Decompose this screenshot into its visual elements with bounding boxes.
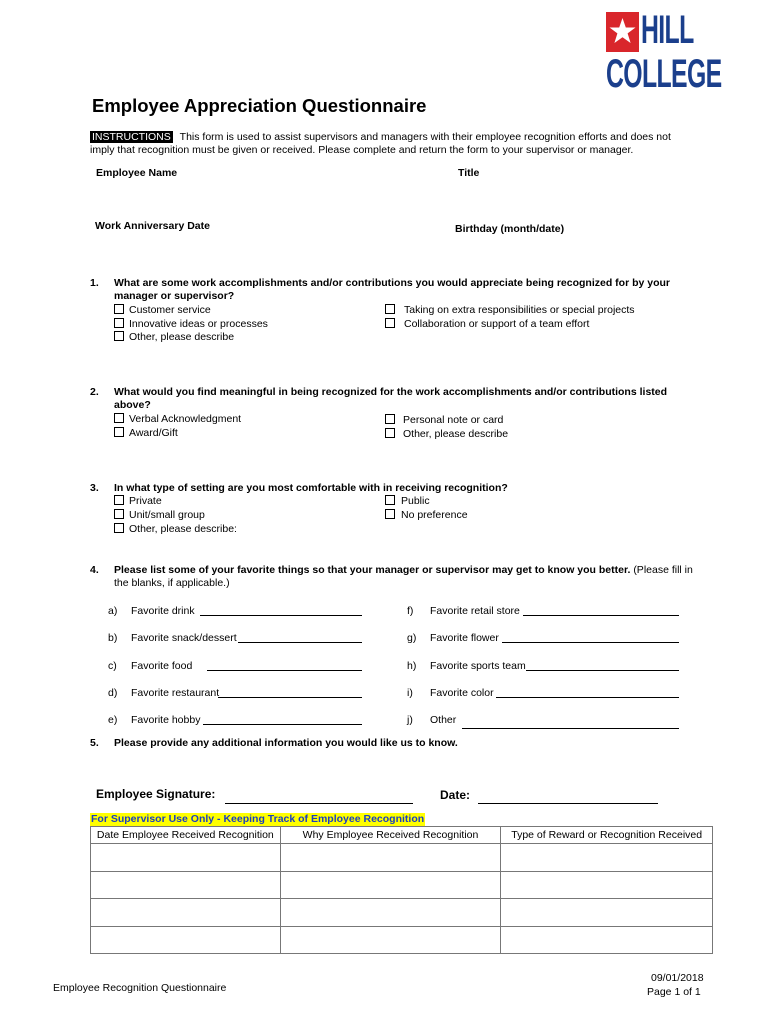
table-cell[interactable]: [501, 926, 713, 954]
q1-option-label: Innovative ideas or processes: [129, 318, 268, 330]
favorite-restaurant-input[interactable]: [218, 697, 362, 698]
checkbox[interactable]: [385, 509, 395, 519]
signature-input[interactable]: [225, 803, 413, 804]
supervisor-table: [90, 826, 713, 954]
checkbox[interactable]: [385, 495, 395, 505]
table-header-row: [91, 827, 713, 844]
title-label: Title: [458, 167, 480, 179]
q2-option[interactable]: [114, 413, 241, 426]
table-cell[interactable]: [501, 899, 713, 927]
table-cell[interactable]: [280, 871, 501, 899]
instructions-text-2: imply that recognition must be given or received. Please complete and return the form to your supervisor or manager.: [90, 144, 634, 156]
table-row: [91, 844, 713, 872]
table-row: [91, 926, 713, 954]
q4-number: 4.: [90, 564, 99, 576]
q4-item-label: Other: [430, 714, 457, 726]
table-cell[interactable]: [91, 899, 281, 927]
checkbox[interactable]: [114, 523, 124, 533]
favorite-color-input[interactable]: [496, 697, 679, 698]
q4-item-letter: a): [108, 605, 118, 617]
table-cell[interactable]: [501, 844, 713, 872]
table-cell[interactable]: [280, 844, 501, 872]
signature-label: Employee Signature:: [96, 787, 216, 801]
q2-option-label: Other, please describe: [403, 428, 509, 440]
checkbox[interactable]: [385, 428, 395, 438]
q1-option[interactable]: [385, 318, 589, 331]
q1-text-2: manager or supervisor?: [114, 290, 235, 302]
table-cell[interactable]: [91, 871, 281, 899]
q2-option[interactable]: [114, 427, 178, 440]
footer-date: 09/01/2018: [651, 972, 704, 984]
footer-document-name: Employee Recognition Questionnaire: [53, 982, 227, 994]
checkbox[interactable]: [114, 495, 124, 505]
page-title: Employee Appreciation Questionnaire: [92, 95, 427, 116]
q4-item-letter: i): [407, 687, 413, 699]
q3-option-label: Other, please describe:: [129, 523, 237, 535]
q4-text-normal: (Please fill in: [633, 564, 693, 576]
favorite-hobby-input[interactable]: [203, 724, 362, 725]
date-input[interactable]: [478, 803, 658, 804]
checkbox[interactable]: [114, 331, 124, 341]
q1-option-label: Collaboration or support of a team effort: [404, 318, 590, 330]
checkbox[interactable]: [114, 509, 124, 519]
q1-option[interactable]: [114, 331, 234, 344]
q1-option-label: Taking on extra responsibilities or special projects: [404, 304, 635, 316]
table-cell[interactable]: [501, 871, 713, 899]
q2-option[interactable]: [385, 414, 503, 427]
q3-option[interactable]: [385, 495, 430, 508]
q3-option-label: Private: [129, 495, 162, 507]
logo-line-hill: HILL: [641, 8, 694, 52]
q3-option[interactable]: [114, 523, 237, 536]
birthday-label: Birthday (month/date): [455, 223, 565, 235]
q3-option-label: Public: [401, 495, 430, 507]
q3-option-label: No preference: [401, 509, 468, 521]
logo-line-college: COLLEGE: [606, 52, 722, 96]
q5-number: 5.: [90, 737, 99, 749]
table-cell[interactable]: [91, 844, 281, 872]
q4-item-letter: b): [108, 632, 118, 644]
checkbox[interactable]: [385, 318, 395, 328]
q2-number: 2.: [90, 386, 99, 398]
footer-page-number: Page 1 of 1: [647, 986, 701, 998]
q3-option-label: Unit/small group: [129, 509, 205, 521]
table-row: [91, 899, 713, 927]
q4-item-letter: g): [407, 632, 417, 644]
q1-option-label: Other, please describe: [129, 331, 235, 343]
q4-item-label: Favorite snack/dessert: [131, 632, 237, 644]
q4-text-1: [114, 564, 693, 577]
checkbox[interactable]: [114, 413, 124, 423]
q1-number: 1.: [90, 277, 99, 289]
table-cell[interactable]: [280, 899, 501, 927]
q2-text-2: above?: [114, 399, 151, 411]
q1-option-label: Customer service: [129, 304, 211, 316]
q3-text: In what type of setting are you most comfortable with in receiving recognition?: [114, 482, 508, 494]
q4-item-letter: h): [407, 660, 417, 672]
q4-item-letter: c): [108, 660, 117, 672]
instructions-line-1: [90, 131, 671, 144]
supervisor-banner: For Supervisor Use Only - Keeping Track of Employee Recognition: [91, 813, 425, 825]
q4-item-letter: d): [108, 687, 118, 699]
q1-option[interactable]: [114, 304, 211, 317]
q1-option[interactable]: [114, 318, 268, 331]
checkbox[interactable]: [114, 318, 124, 328]
q3-number: 3.: [90, 482, 99, 494]
instructions-tag: INSTRUCTIONS: [92, 131, 171, 143]
checkbox[interactable]: [114, 427, 124, 437]
q2-option[interactable]: [385, 428, 508, 441]
table-row: [91, 871, 713, 899]
q4-item-letter: f): [407, 605, 414, 617]
table-header: Why Employee Received Recognition: [280, 827, 501, 844]
q4-item-letter: e): [108, 714, 118, 726]
q4-text-bold: Please list some of your favorite things so that your manager or supervisor may get to know you better.: [114, 564, 631, 576]
q4-item-label: Favorite color: [430, 687, 494, 699]
q4-item-label: Favorite retail store: [430, 605, 520, 617]
other-favorite-input[interactable]: [462, 728, 679, 729]
q1-text-1: What are some work accomplishments and/or contributions you would appreciate being recognized for by your: [114, 277, 671, 289]
q4-item-label: Favorite food: [131, 660, 193, 672]
favorite-retail-store-input[interactable]: [523, 615, 679, 616]
q2-option-label: Verbal Acknowledgment: [129, 413, 242, 425]
logo-flag: [606, 12, 639, 52]
q4-text-2: the blanks, if applicable.): [114, 577, 230, 589]
table-header: Type of Reward or Recognition Received: [501, 827, 713, 844]
q3-option[interactable]: [114, 509, 205, 522]
table-cell[interactable]: [280, 926, 501, 954]
favorite-food-input[interactable]: [207, 670, 362, 671]
favorite-flower-input[interactable]: [502, 642, 679, 643]
checkbox[interactable]: [114, 304, 124, 314]
q2-option-label: Award/Gift: [129, 427, 178, 439]
favorite-snack-input[interactable]: [238, 642, 362, 643]
favorite-sports-team-input[interactable]: [526, 670, 679, 671]
q4-item-letter: j): [407, 714, 413, 726]
date-label: Date:: [440, 788, 471, 802]
q4-item-label: Favorite hobby: [131, 714, 201, 726]
star-icon: [606, 12, 639, 52]
table-cell[interactable]: [91, 926, 281, 954]
checkbox[interactable]: [385, 304, 395, 314]
q3-option[interactable]: [385, 509, 468, 522]
q2-text-1: What would you find meaningful in being recognized for the work accomplishments and/or contributions listed: [114, 386, 668, 398]
q1-option[interactable]: [385, 304, 635, 317]
q2-option-label: Personal note or card: [403, 414, 504, 426]
work-anniversary-label: Work Anniversary Date: [95, 220, 210, 232]
q4-item-label: Favorite sports team: [430, 660, 526, 672]
instructions-text-1: This form is used to assist supervisors and managers with their employee recognition efforts and does not: [179, 131, 671, 143]
table-header: Date Employee Received Recognition: [91, 827, 281, 844]
q4-item-label: Favorite drink: [131, 605, 195, 617]
checkbox[interactable]: [385, 414, 395, 424]
favorite-drink-input[interactable]: [200, 615, 362, 616]
employee-name-label: Employee Name: [96, 167, 178, 179]
q4-item-label: Favorite restaurant: [131, 687, 220, 699]
q4-item-label: Favorite flower: [430, 632, 499, 644]
q5-text: Please provide any additional information you would like us to know.: [114, 737, 458, 749]
q3-option[interactable]: [114, 495, 162, 508]
